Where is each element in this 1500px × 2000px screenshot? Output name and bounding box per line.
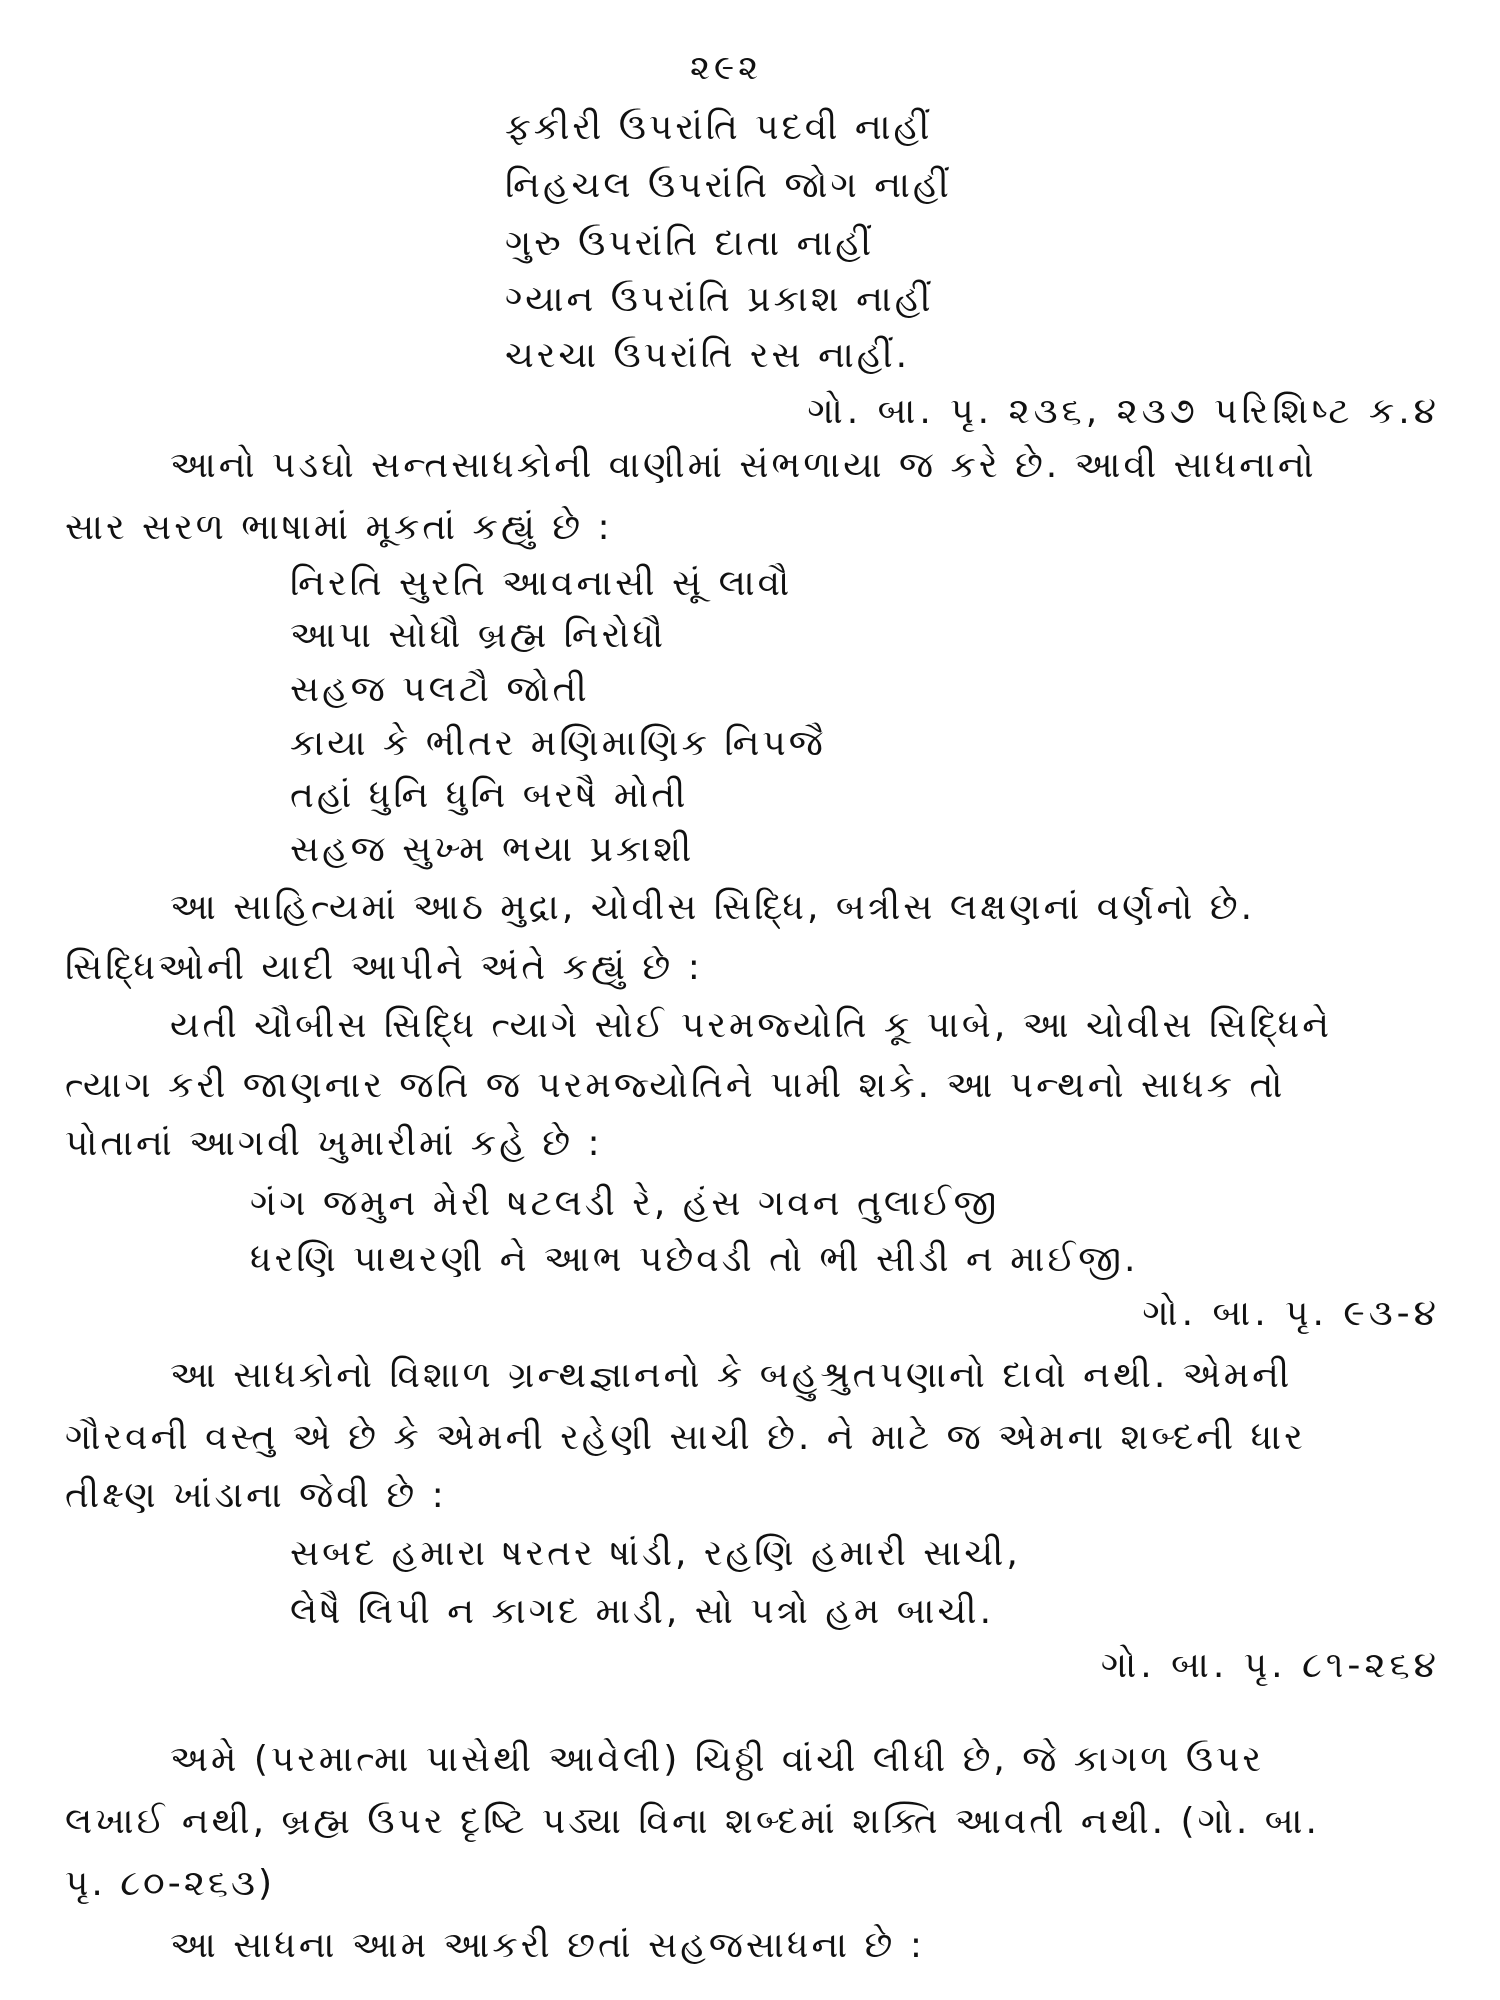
paragraph-2-line-2: સિદ્ધિઓની યાદી આપીને અંતે કહ્યું છે : bbox=[65, 947, 703, 988]
page-number: ૨૯૨ bbox=[690, 48, 763, 88]
verse-4-line-2: લેષૈ લિપી ન કાગદ માડી, સો પત્રો હમ બાચી. bbox=[290, 1591, 995, 1632]
paragraph-1-line-1: આનો પડઘો સન્તસાધકોની વાણીમાં સંભળાયા જ કરે છે. આવી સાધનાનો bbox=[170, 445, 1317, 486]
verse-2-line-4: કાયા કે ભીતર મણિમાણિક નિપજૈ bbox=[290, 723, 826, 764]
verse-3-line-2: ધરણિ પાથરણી ને આભ પછેવડી તો ભી સીડી ન માઈજી. bbox=[250, 1239, 1139, 1280]
verse-2-line-3: સહજ પલટૌ જોતી bbox=[290, 669, 590, 710]
paragraph-1-line-2: સાર સરળ ભાષામાં મૂકતાં કહ્યું છે : bbox=[65, 507, 613, 548]
paragraph-2-line-1: આ સાહિત્યમાં આઠ મુદ્રા, ચોવીસ સિદ્ધિ, બત્રીસ લક્ષણનાં વર્ણનો છે. bbox=[170, 887, 1256, 928]
paragraph-4-line-2: ગૌરવની વસ્તુ એ છે કે એમની રહેણી સાચી છે. ને માટે જ એમના શબ્દની ધાર bbox=[65, 1417, 1306, 1458]
paragraph-5-line-3: પૃ. ૮૦-૨૬૩) bbox=[65, 1863, 276, 1904]
verse-2-line-2: આપા સોધૌ બ્રહ્મ નિરોધૌ bbox=[290, 615, 667, 656]
verse-1-line-5: ચરચા ઉપરાંતિ રસ નાહીં. bbox=[505, 335, 911, 376]
paragraph-3-line-1: યતી ચૌબીસ સિદ્ધિ ત્યાગે સોઈ પરમજ્યોતિ કૂ પાબે, આ ચોવીસ સિદ્ધિને bbox=[170, 1005, 1333, 1046]
paragraph-6-line-1: આ સાધના આમ આકરી છતાં સહજસાધના છે : bbox=[170, 1925, 925, 1966]
verse-3-line-1: ગંગ જમુન મેરી ષટલડી રે, હંસ ગવન તુલાઈજી bbox=[250, 1183, 1000, 1224]
verse-4-line-1: સબદ હમારા ષરતર ષાંડી, રહણિ હમારી સાચી, bbox=[290, 1533, 1021, 1574]
reference-1: ગો. બા. પૃ. ૨૩૬, ૨૩૭ પરિશિષ્ટ ક.૪ bbox=[807, 391, 1440, 432]
verse-2-line-5: તહાં ધુનિ ધુનિ બરષૈ મોતી bbox=[290, 775, 689, 816]
verse-1-line-3: ગુરુ ઉપરાંતિ દાતા નાહીં bbox=[505, 223, 875, 264]
verse-1-line-2: નિહચલ ઉપરાંતિ જોગ નાહીં bbox=[505, 165, 952, 206]
verse-2-line-1: નિરતિ સુરતિ આવનાસી સૂં લાવૌ bbox=[290, 563, 793, 604]
verse-2-line-6: સહજ સુખ્મ ભયા પ્રકાશી bbox=[290, 829, 695, 870]
paragraph-5-line-2: લખાઈ નથી, બ્રહ્મ ઉપર દૃષ્ટિ પડ્યા વિના શબ્દમાં શક્તિ આવતી નથી. (ગો. બા. bbox=[65, 1801, 1320, 1842]
paragraph-3-line-3: પોતાનાં આગવી ખુમારીમાં કહે છે : bbox=[65, 1123, 603, 1164]
verse-1-line-4: ગ્યાન ઉપરાંતિ પ્રકાશ નાહીં bbox=[505, 279, 934, 320]
reference-3: ગો. બા. પૃ. ૮૧-૨૬૪ bbox=[1100, 1645, 1440, 1686]
paragraph-4-line-1: આ સાધકોનો વિશાળ ગ્રન્થજ્ઞાનનો કે બહુશ્રુતપણાનો દાવો નથી. એમની bbox=[170, 1355, 1293, 1396]
paragraph-3-line-2: ત્યાગ કરી જાણનાર જતિ જ પરમજ્યોતિને પામી શકે. આ પન્થનો સાધક તો bbox=[65, 1065, 1286, 1106]
reference-2: ગો. બા. પૃ. ૯૩-૪ bbox=[1142, 1293, 1440, 1334]
paragraph-4-line-3: તીક્ષ્ણ ખાંડાના જેવી છે : bbox=[65, 1475, 447, 1516]
paragraph-5-line-1: અમે (પરમાત્મા પાસેથી આવેલી) ચિઠ્ઠી વાંચી લીધી છે, જે કાગળ ઉપર bbox=[170, 1739, 1265, 1780]
verse-1-line-1: ફકીરી ઉપરાંતિ પદવી નાહીં bbox=[505, 107, 933, 148]
